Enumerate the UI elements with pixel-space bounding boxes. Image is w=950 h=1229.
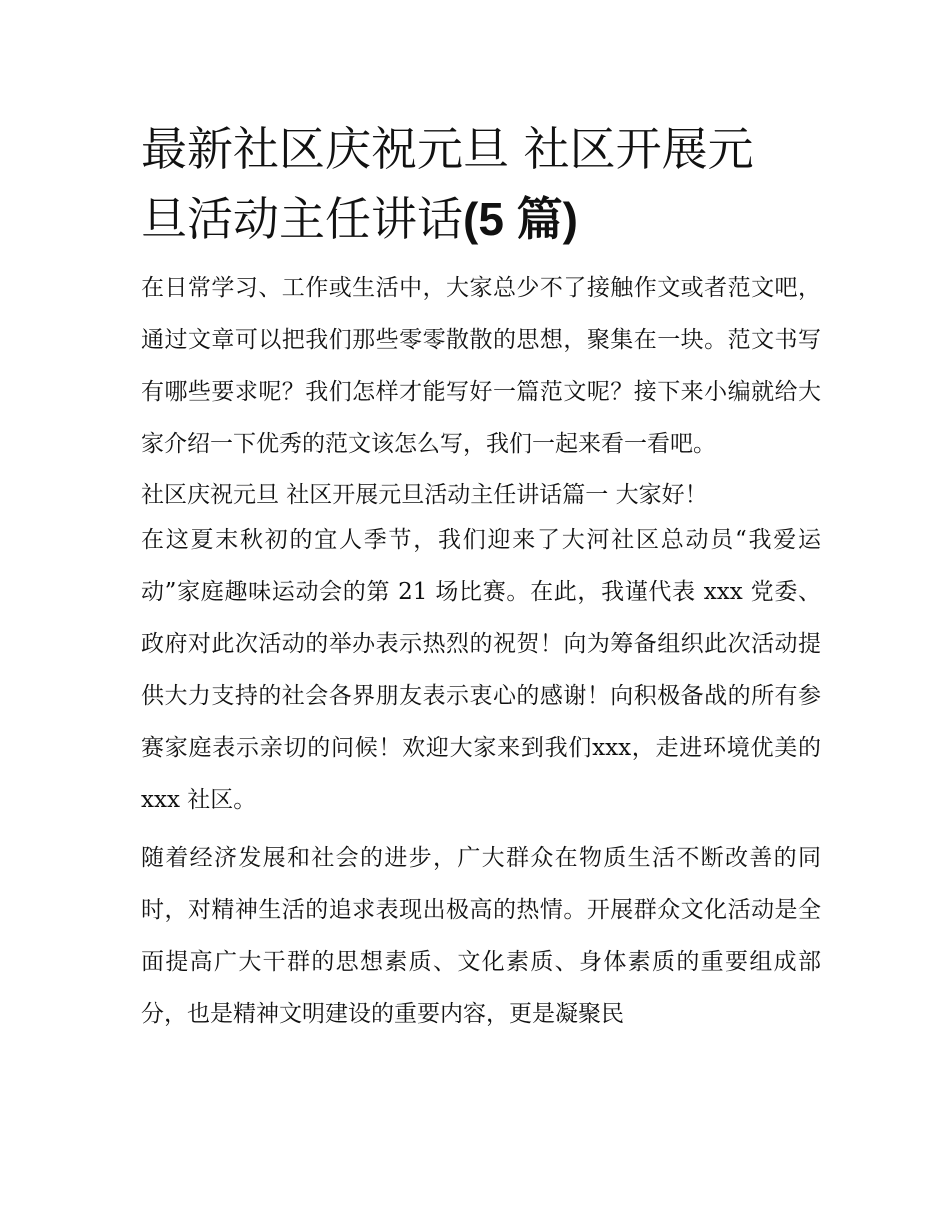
title-line-2: 旦活动主任讲话: [141, 192, 463, 246]
greeting-paragraph: 在这夏末秋初的宜人季节，我们迎来了大河社区总动员“我爱运动”家庭趣味运动会的第 21 场比赛。在此，我谨代表 xxx 党委、政府对此次活动的举办表示热烈的祝贺！向为筹备组织此次活动提供大力支持的社会各界朋友表示衷心的感谢！向积极备战的所有参赛家庭表示亲切的问候！欢迎大家来到我们xxx，走进环境优美的 xxx 社区。: [141, 527, 821, 813]
body-paragraph: 随着经济发展和社会的进步，广大群众在物质生活不断改善的同时，对精神生活的追求表现出极高的热情。开展群众文化活动是全面提高广大干群的思想素质、文化素质、身体素质的重要组成部分，也是精神文明建设的重要内容，更是凝聚民: [141, 845, 821, 1027]
title-count: (5 篇): [463, 193, 578, 245]
document-title: [141, 114, 821, 254]
intro-paragraph: 在日常学习、工作或生活中，大家总少不了接触作文或者范文吧，通过文章可以把我们那些零零散散的思想，聚集在一块。范文书写有哪些要求呢？我们怎样才能写好一篇范文呢？接下来小编就给大家介绍一下优秀的范文该怎么写，我们一起来看一看吧。: [141, 275, 821, 457]
document-body: [141, 114, 821, 1040]
title-line-1: 最新社区庆祝元旦 社区开展元: [141, 122, 754, 176]
section-heading: 社区庆祝元旦 社区开展元旦活动主任讲话篇一 大家好！: [141, 482, 708, 508]
